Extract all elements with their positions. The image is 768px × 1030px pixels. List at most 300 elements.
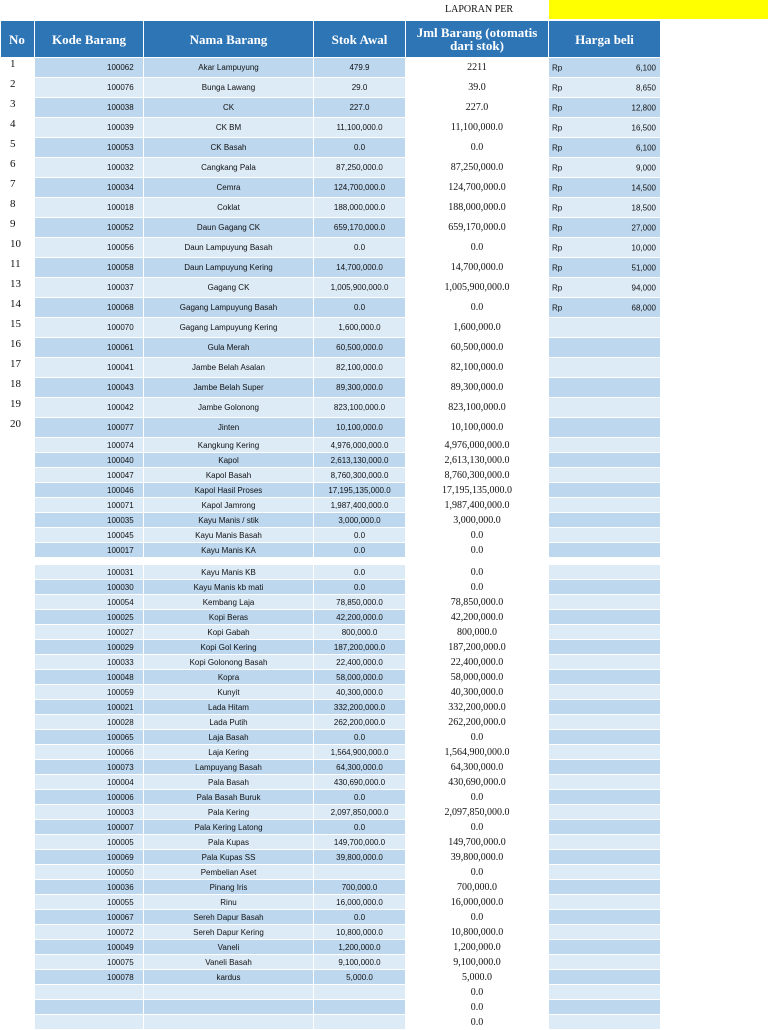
cell-jml-barang[interactable]: 22,400,000.0 — [406, 655, 549, 670]
cell-harga-beli[interactable] — [549, 78, 661, 98]
cell-jml-barang[interactable]: 11,100,000.0 — [406, 118, 549, 138]
cell-jml-barang[interactable]: 82,100,000.0 — [406, 358, 549, 378]
cell-jml-barang[interactable]: 39,800,000.0 — [406, 850, 549, 865]
cell-kode-barang[interactable]: 100058 — [35, 258, 144, 278]
cell-jml-barang[interactable]: 1,564,900,000.0 — [406, 745, 549, 760]
cell-stok-awal[interactable]: 14,700,000.0 — [314, 258, 406, 278]
cell-kode-barang[interactable]: 100036 — [35, 880, 144, 895]
cell-kode-barang[interactable]: 100043 — [35, 378, 144, 398]
cell-stok-awal[interactable]: 39,800,000.0 — [314, 850, 406, 865]
cell-jml-barang[interactable]: 60,500,000.0 — [406, 338, 549, 358]
cell-kode-barang[interactable]: 100030 — [35, 580, 144, 595]
cell-stok-awal[interactable]: 0.0 — [314, 580, 406, 595]
cell-nama-barang[interactable]: Daun Lampuyung Basah — [144, 238, 314, 258]
cell-stok-awal[interactable] — [314, 1015, 406, 1030]
cell-nama-barang[interactable]: CK BM — [144, 118, 314, 138]
cell-harga-beli[interactable] — [549, 198, 661, 218]
cell-harga-beli[interactable] — [549, 418, 661, 438]
cell-stok-awal[interactable]: 0.0 — [314, 790, 406, 805]
cell-harga-beli[interactable] — [549, 565, 661, 580]
cell-harga-beli[interactable] — [549, 640, 661, 655]
cell-nama-barang[interactable]: Lada Putih — [144, 715, 314, 730]
cell-kode-barang[interactable]: 100033 — [35, 655, 144, 670]
cell-harga-beli[interactable] — [549, 528, 661, 543]
cell-nama-barang[interactable]: Coklat — [144, 198, 314, 218]
cell-stok-awal[interactable]: 0.0 — [314, 298, 406, 318]
cell-kode-barang[interactable]: 100047 — [35, 468, 144, 483]
cell-harga-beli[interactable] — [549, 910, 661, 925]
cell-nama-barang[interactable]: Sereh Dapur Basah — [144, 910, 314, 925]
cell-nama-barang[interactable]: Gagang CK — [144, 278, 314, 298]
cell-kode-barang[interactable]: 100042 — [35, 398, 144, 418]
cell-harga-beli[interactable] — [549, 820, 661, 835]
cell-harga-beli[interactable] — [549, 865, 661, 880]
cell-nama-barang[interactable] — [144, 1000, 314, 1015]
cell-nama-barang[interactable]: Kopi Gol Kering — [144, 640, 314, 655]
cell-harga-beli[interactable] — [549, 158, 661, 178]
cell-kode-barang[interactable]: 100048 — [35, 670, 144, 685]
cell-nama-barang[interactable]: Jinten — [144, 418, 314, 438]
cell-jml-barang[interactable]: 0.0 — [406, 910, 549, 925]
cell-nama-barang[interactable]: Laja Kering — [144, 745, 314, 760]
cell-kode-barang[interactable]: 100040 — [35, 453, 144, 468]
cell-harga-beli[interactable] — [549, 378, 661, 398]
cell-jml-barang[interactable]: 5,000.0 — [406, 970, 549, 985]
cell-stok-awal[interactable]: 78,850,000.0 — [314, 595, 406, 610]
cell-no[interactable] — [1, 580, 35, 595]
cell-jml-barang[interactable]: 187,200,000.0 — [406, 640, 549, 655]
cell-kode-barang[interactable]: 100006 — [35, 790, 144, 805]
cell-jml-barang[interactable]: 124,700,000.0 — [406, 178, 549, 198]
cell-jml-barang[interactable]: 0.0 — [406, 543, 549, 558]
cell-no[interactable] — [1, 610, 35, 625]
cell-no[interactable]: 5 — [1, 138, 35, 158]
cell-stok-awal[interactable]: 64,300,000.0 — [314, 760, 406, 775]
cell-no[interactable] — [1, 640, 35, 655]
cell-nama-barang[interactable]: Pala Basah Buruk — [144, 790, 314, 805]
cell-kode-barang[interactable]: 100065 — [35, 730, 144, 745]
cell-harga-beli[interactable] — [549, 98, 661, 118]
cell-stok-awal[interactable]: 17,195,135,000.0 — [314, 483, 406, 498]
cell-kode-barang[interactable]: 100034 — [35, 178, 144, 198]
cell-nama-barang[interactable]: Kayu Manis KA — [144, 543, 314, 558]
cell-harga-beli[interactable] — [549, 468, 661, 483]
header-jml-barang[interactable]: Jml Barang (otomatis dari stok) — [406, 21, 549, 58]
cell-nama-barang[interactable]: Kayu Manis kb mati — [144, 580, 314, 595]
cell-no[interactable] — [1, 483, 35, 498]
highlighted-cell[interactable] — [549, 0, 768, 19]
cell-nama-barang[interactable]: CK — [144, 98, 314, 118]
cell-no[interactable] — [1, 1015, 35, 1030]
cell-no[interactable]: 11 — [1, 258, 35, 278]
cell-kode-barang[interactable]: 100075 — [35, 955, 144, 970]
cell-stok-awal[interactable]: 227.0 — [314, 98, 406, 118]
cell-kode-barang[interactable] — [35, 1000, 144, 1015]
cell-stok-awal[interactable]: 0.0 — [314, 730, 406, 745]
header-harga-beli[interactable]: Harga beli — [549, 21, 661, 58]
cell-harga-beli[interactable] — [549, 358, 661, 378]
cell-jml-barang[interactable]: 262,200,000.0 — [406, 715, 549, 730]
cell-nama-barang[interactable]: Lada Hitam — [144, 700, 314, 715]
cell-stok-awal[interactable]: 60,500,000.0 — [314, 338, 406, 358]
cell-jml-barang[interactable]: 10,100,000.0 — [406, 418, 549, 438]
cell-stok-awal[interactable]: 11,100,000.0 — [314, 118, 406, 138]
cell-harga-beli[interactable] — [549, 985, 661, 1000]
cell-jml-barang[interactable]: 0.0 — [406, 865, 549, 880]
cell-stok-awal[interactable]: 700,000.0 — [314, 880, 406, 895]
cell-jml-barang[interactable]: 89,300,000.0 — [406, 378, 549, 398]
cell-kode-barang[interactable] — [35, 985, 144, 1000]
cell-harga-beli[interactable] — [549, 670, 661, 685]
cell-kode-barang[interactable]: 100068 — [35, 298, 144, 318]
cell-stok-awal[interactable]: 1,005,900,000.0 — [314, 278, 406, 298]
cell-harga-beli[interactable] — [549, 543, 661, 558]
cell-stok-awal[interactable]: 1,600,000.0 — [314, 318, 406, 338]
cell-stok-awal[interactable]: 3,000,000.0 — [314, 513, 406, 528]
cell-no[interactable] — [1, 685, 35, 700]
cell-stok-awal[interactable]: 0.0 — [314, 910, 406, 925]
cell-no[interactable] — [1, 805, 35, 820]
cell-stok-awal[interactable]: 187,200,000.0 — [314, 640, 406, 655]
cell-stok-awal[interactable]: 40,300,000.0 — [314, 685, 406, 700]
cell-nama-barang[interactable]: Jambe Belah Asalan — [144, 358, 314, 378]
cell-harga-beli[interactable] — [549, 498, 661, 513]
cell-harga-beli[interactable] — [549, 895, 661, 910]
cell-kode-barang[interactable]: 100032 — [35, 158, 144, 178]
cell-jml-barang[interactable]: 2,097,850,000.0 — [406, 805, 549, 820]
cell-no[interactable]: 17 — [1, 358, 35, 378]
cell-jml-barang[interactable]: 4,976,000,000.0 — [406, 438, 549, 453]
cell-kode-barang[interactable]: 100005 — [35, 835, 144, 850]
cell-harga-beli[interactable] — [549, 318, 661, 338]
cell-harga-beli[interactable] — [549, 850, 661, 865]
cell-jml-barang[interactable]: 8,760,300,000.0 — [406, 468, 549, 483]
cell-jml-barang[interactable]: 0.0 — [406, 138, 549, 158]
cell-harga-beli[interactable] — [549, 513, 661, 528]
cell-jml-barang[interactable]: 9,100,000.0 — [406, 955, 549, 970]
cell-kode-barang[interactable]: 100067 — [35, 910, 144, 925]
cell-kode-barang[interactable]: 100056 — [35, 238, 144, 258]
cell-jml-barang[interactable]: 188,000,000.0 — [406, 198, 549, 218]
cell-harga-beli[interactable] — [549, 745, 661, 760]
cell-jml-barang[interactable]: 0.0 — [406, 820, 549, 835]
cell-stok-awal[interactable]: 29.0 — [314, 78, 406, 98]
cell-jml-barang[interactable]: 40,300,000.0 — [406, 685, 549, 700]
cell-no[interactable] — [1, 970, 35, 985]
cell-kode-barang[interactable]: 100070 — [35, 318, 144, 338]
cell-stok-awal[interactable]: 0.0 — [314, 543, 406, 558]
cell-jml-barang[interactable]: 659,170,000.0 — [406, 218, 549, 238]
cell-harga-beli[interactable] — [549, 438, 661, 453]
cell-stok-awal[interactable]: 10,800,000.0 — [314, 925, 406, 940]
cell-harga-beli[interactable] — [549, 625, 661, 640]
cell-no[interactable]: 13 — [1, 278, 35, 298]
cell-harga-beli[interactable] — [549, 258, 661, 278]
cell-harga-beli[interactable] — [549, 760, 661, 775]
cell-kode-barang[interactable]: 100029 — [35, 640, 144, 655]
cell-stok-awal[interactable]: 8,760,300,000.0 — [314, 468, 406, 483]
cell-harga-beli[interactable] — [549, 398, 661, 418]
cell-jml-barang[interactable]: 0.0 — [406, 565, 549, 580]
cell-no[interactable]: 14 — [1, 298, 35, 318]
cell-kode-barang[interactable]: 100007 — [35, 820, 144, 835]
cell-jml-barang[interactable]: 16,000,000.0 — [406, 895, 549, 910]
cell-kode-barang[interactable]: 100077 — [35, 418, 144, 438]
cell-nama-barang[interactable]: Daun Gagang CK — [144, 218, 314, 238]
cell-kode-barang[interactable]: 100076 — [35, 78, 144, 98]
cell-jml-barang[interactable]: 17,195,135,000.0 — [406, 483, 549, 498]
cell-kode-barang[interactable] — [35, 1015, 144, 1030]
cell-harga-beli[interactable] — [549, 700, 661, 715]
cell-nama-barang[interactable]: Kayu Manis KB — [144, 565, 314, 580]
cell-no[interactable] — [1, 910, 35, 925]
header-no[interactable]: No — [1, 21, 35, 58]
cell-nama-barang[interactable]: Kapol Jamrong — [144, 498, 314, 513]
cell-harga-beli[interactable] — [549, 595, 661, 610]
cell-jml-barang[interactable]: 0.0 — [406, 730, 549, 745]
cell-nama-barang[interactable]: Gagang Lampuyung Kering — [144, 318, 314, 338]
cell-no[interactable] — [1, 700, 35, 715]
cell-kode-barang[interactable]: 100061 — [35, 338, 144, 358]
cell-no[interactable] — [1, 880, 35, 895]
cell-no[interactable] — [1, 513, 35, 528]
cell-no[interactable]: 9 — [1, 218, 35, 238]
cell-nama-barang[interactable]: Cangkang Pala — [144, 158, 314, 178]
cell-stok-awal[interactable]: 823,100,000.0 — [314, 398, 406, 418]
cell-nama-barang[interactable]: Vaneli — [144, 940, 314, 955]
cell-nama-barang[interactable]: Kapol Hasil Proses — [144, 483, 314, 498]
cell-jml-barang[interactable]: 800,000.0 — [406, 625, 549, 640]
cell-harga-beli[interactable] — [549, 58, 661, 78]
cell-harga-beli[interactable] — [549, 970, 661, 985]
cell-nama-barang[interactable]: Rinu — [144, 895, 314, 910]
cell-no[interactable] — [1, 453, 35, 468]
cell-nama-barang[interactable]: Pala Basah — [144, 775, 314, 790]
cell-jml-barang[interactable]: 227.0 — [406, 98, 549, 118]
cell-harga-beli[interactable] — [549, 218, 661, 238]
cell-stok-awal[interactable]: 87,250,000.0 — [314, 158, 406, 178]
cell-kode-barang[interactable]: 100050 — [35, 865, 144, 880]
cell-nama-barang[interactable]: Pala Kering — [144, 805, 314, 820]
cell-nama-barang[interactable]: Sereh Dapur Kering — [144, 925, 314, 940]
cell-stok-awal[interactable]: 2,613,130,000.0 — [314, 453, 406, 468]
cell-kode-barang[interactable]: 100039 — [35, 118, 144, 138]
cell-kode-barang[interactable]: 100046 — [35, 483, 144, 498]
cell-kode-barang[interactable]: 100028 — [35, 715, 144, 730]
cell-harga-beli[interactable] — [549, 655, 661, 670]
cell-nama-barang[interactable]: Kopi Golonong Basah — [144, 655, 314, 670]
cell-harga-beli[interactable] — [549, 1015, 661, 1030]
cell-harga-beli[interactable] — [549, 138, 661, 158]
cell-stok-awal[interactable]: 5,000.0 — [314, 970, 406, 985]
header-stok-awal[interactable]: Stok Awal — [314, 21, 406, 58]
cell-stok-awal[interactable]: 58,000,000.0 — [314, 670, 406, 685]
cell-harga-beli[interactable] — [549, 715, 661, 730]
cell-kode-barang[interactable]: 100031 — [35, 565, 144, 580]
cell-no[interactable] — [1, 940, 35, 955]
cell-kode-barang[interactable]: 100072 — [35, 925, 144, 940]
cell-no[interactable]: 8 — [1, 198, 35, 218]
cell-no[interactable]: 19 — [1, 398, 35, 418]
cell-kode-barang[interactable]: 100054 — [35, 595, 144, 610]
cell-jml-barang[interactable]: 0.0 — [406, 790, 549, 805]
cell-jml-barang[interactable]: 2,613,130,000.0 — [406, 453, 549, 468]
cell-harga-beli[interactable] — [549, 880, 661, 895]
cell-stok-awal[interactable]: 124,700,000.0 — [314, 178, 406, 198]
cell-stok-awal[interactable]: 800,000.0 — [314, 625, 406, 640]
cell-no[interactable] — [1, 498, 35, 513]
cell-harga-beli[interactable] — [549, 775, 661, 790]
cell-nama-barang[interactable]: Laja Basah — [144, 730, 314, 745]
cell-no[interactable]: 7 — [1, 178, 35, 198]
cell-nama-barang[interactable]: Kayu Manis / stik — [144, 513, 314, 528]
cell-no[interactable] — [1, 730, 35, 745]
cell-nama-barang[interactable]: Pembelian Aset — [144, 865, 314, 880]
cell-stok-awal[interactable]: 0.0 — [314, 820, 406, 835]
cell-no[interactable] — [1, 595, 35, 610]
cell-stok-awal[interactable]: 1,987,400,000.0 — [314, 498, 406, 513]
cell-kode-barang[interactable]: 100078 — [35, 970, 144, 985]
cell-jml-barang[interactable]: 0.0 — [406, 580, 549, 595]
cell-kode-barang[interactable]: 100053 — [35, 138, 144, 158]
cell-no[interactable] — [1, 715, 35, 730]
cell-no[interactable] — [1, 625, 35, 640]
cell-stok-awal[interactable]: 4,976,000,000.0 — [314, 438, 406, 453]
cell-nama-barang[interactable]: Kopra — [144, 670, 314, 685]
cell-nama-barang[interactable]: Akar Lampuyung — [144, 58, 314, 78]
cell-jml-barang[interactable]: 64,300,000.0 — [406, 760, 549, 775]
cell-no[interactable] — [1, 745, 35, 760]
cell-nama-barang[interactable]: Bunga Lawang — [144, 78, 314, 98]
cell-no[interactable] — [1, 565, 35, 580]
cell-no[interactable]: 16 — [1, 338, 35, 358]
cell-kode-barang[interactable]: 100069 — [35, 850, 144, 865]
header-nama-barang[interactable]: Nama Barang — [144, 21, 314, 58]
cell-no[interactable]: 20 — [1, 418, 35, 438]
cell-kode-barang[interactable]: 100017 — [35, 543, 144, 558]
cell-kode-barang[interactable]: 100021 — [35, 700, 144, 715]
cell-no[interactable] — [1, 835, 35, 850]
cell-jml-barang[interactable]: 39.0 — [406, 78, 549, 98]
cell-kode-barang[interactable]: 100059 — [35, 685, 144, 700]
cell-jml-barang[interactable]: 0.0 — [406, 238, 549, 258]
cell-jml-barang[interactable]: 78,850,000.0 — [406, 595, 549, 610]
cell-jml-barang[interactable]: 0.0 — [406, 298, 549, 318]
cell-no[interactable]: 10 — [1, 238, 35, 258]
cell-jml-barang[interactable]: 1,005,900,000.0 — [406, 278, 549, 298]
report-title[interactable]: LAPORAN PER — [445, 4, 514, 15]
cell-kode-barang[interactable]: 100003 — [35, 805, 144, 820]
cell-nama-barang[interactable]: Lampuyang Basah — [144, 760, 314, 775]
cell-nama-barang[interactable]: Gagang Lampuyung Basah — [144, 298, 314, 318]
cell-stok-awal[interactable]: 1,564,900,000.0 — [314, 745, 406, 760]
cell-stok-awal[interactable]: 430,690,000.0 — [314, 775, 406, 790]
cell-nama-barang[interactable]: Jambe Belah Super — [144, 378, 314, 398]
cell-harga-beli[interactable] — [549, 730, 661, 745]
cell-jml-barang[interactable]: 87,250,000.0 — [406, 158, 549, 178]
cell-nama-barang[interactable] — [144, 1015, 314, 1030]
cell-no[interactable] — [1, 820, 35, 835]
cell-kode-barang[interactable]: 100066 — [35, 745, 144, 760]
cell-harga-beli[interactable] — [549, 298, 661, 318]
cell-stok-awal[interactable]: 9,100,000.0 — [314, 955, 406, 970]
cell-stok-awal[interactable]: 0.0 — [314, 238, 406, 258]
cell-harga-beli[interactable] — [549, 483, 661, 498]
cell-jml-barang[interactable]: 430,690,000.0 — [406, 775, 549, 790]
cell-harga-beli[interactable] — [549, 238, 661, 258]
cell-jml-barang[interactable]: 10,800,000.0 — [406, 925, 549, 940]
cell-kode-barang[interactable]: 100073 — [35, 760, 144, 775]
cell-stok-awal[interactable] — [314, 985, 406, 1000]
cell-jml-barang[interactable]: 1,600,000.0 — [406, 318, 549, 338]
cell-harga-beli[interactable] — [549, 835, 661, 850]
cell-no[interactable] — [1, 655, 35, 670]
cell-stok-awal[interactable]: 0.0 — [314, 528, 406, 543]
cell-no[interactable] — [1, 850, 35, 865]
cell-harga-beli[interactable] — [549, 685, 661, 700]
cell-nama-barang[interactable] — [144, 985, 314, 1000]
cell-harga-beli[interactable] — [549, 453, 661, 468]
cell-stok-awal[interactable] — [314, 865, 406, 880]
cell-nama-barang[interactable]: Kapol Basah — [144, 468, 314, 483]
cell-kode-barang[interactable]: 100041 — [35, 358, 144, 378]
cell-no[interactable]: 4 — [1, 118, 35, 138]
cell-stok-awal[interactable]: 82,100,000.0 — [314, 358, 406, 378]
cell-harga-beli[interactable] — [549, 925, 661, 940]
cell-nama-barang[interactable]: CK Basah — [144, 138, 314, 158]
cell-no[interactable]: 15 — [1, 318, 35, 338]
cell-no[interactable] — [1, 790, 35, 805]
cell-nama-barang[interactable]: Pala Kupas — [144, 835, 314, 850]
cell-nama-barang[interactable]: Kangkung Kering — [144, 438, 314, 453]
cell-nama-barang[interactable]: Kembang Laja — [144, 595, 314, 610]
cell-no[interactable] — [1, 468, 35, 483]
cell-stok-awal[interactable]: 149,700,000.0 — [314, 835, 406, 850]
cell-nama-barang[interactable]: Pinang Iris — [144, 880, 314, 895]
cell-jml-barang[interactable]: 58,000,000.0 — [406, 670, 549, 685]
cell-stok-awal[interactable]: 42,200,000.0 — [314, 610, 406, 625]
cell-stok-awal[interactable]: 262,200,000.0 — [314, 715, 406, 730]
cell-stok-awal[interactable]: 659,170,000.0 — [314, 218, 406, 238]
cell-harga-beli[interactable] — [549, 338, 661, 358]
cell-kode-barang[interactable]: 100004 — [35, 775, 144, 790]
cell-jml-barang[interactable]: 149,700,000.0 — [406, 835, 549, 850]
cell-nama-barang[interactable]: Kopi Gabah — [144, 625, 314, 640]
cell-harga-beli[interactable] — [549, 805, 661, 820]
cell-kode-barang[interactable]: 100074 — [35, 438, 144, 453]
cell-no[interactable] — [1, 760, 35, 775]
cell-stok-awal[interactable]: 0.0 — [314, 565, 406, 580]
cell-jml-barang[interactable]: 1,987,400,000.0 — [406, 498, 549, 513]
header-kode-barang[interactable]: Kode Barang — [35, 21, 144, 58]
cell-nama-barang[interactable]: Pala Kering Latong — [144, 820, 314, 835]
cell-stok-awal[interactable]: 188,000,000.0 — [314, 198, 406, 218]
cell-nama-barang[interactable]: Daun Lampuyung Kering — [144, 258, 314, 278]
cell-nama-barang[interactable]: Jambe Golonong — [144, 398, 314, 418]
cell-kode-barang[interactable]: 100055 — [35, 895, 144, 910]
cell-kode-barang[interactable]: 100062 — [35, 58, 144, 78]
cell-jml-barang[interactable]: 0.0 — [406, 1000, 549, 1015]
cell-stok-awal[interactable]: 10,100,000.0 — [314, 418, 406, 438]
cell-nama-barang[interactable]: Gula Merah — [144, 338, 314, 358]
cell-kode-barang[interactable]: 100035 — [35, 513, 144, 528]
cell-harga-beli[interactable] — [549, 610, 661, 625]
cell-kode-barang[interactable]: 100049 — [35, 940, 144, 955]
cell-kode-barang[interactable]: 100038 — [35, 98, 144, 118]
cell-nama-barang[interactable]: Kayu Manis Basah — [144, 528, 314, 543]
cell-harga-beli[interactable] — [549, 580, 661, 595]
cell-kode-barang[interactable]: 100027 — [35, 625, 144, 640]
